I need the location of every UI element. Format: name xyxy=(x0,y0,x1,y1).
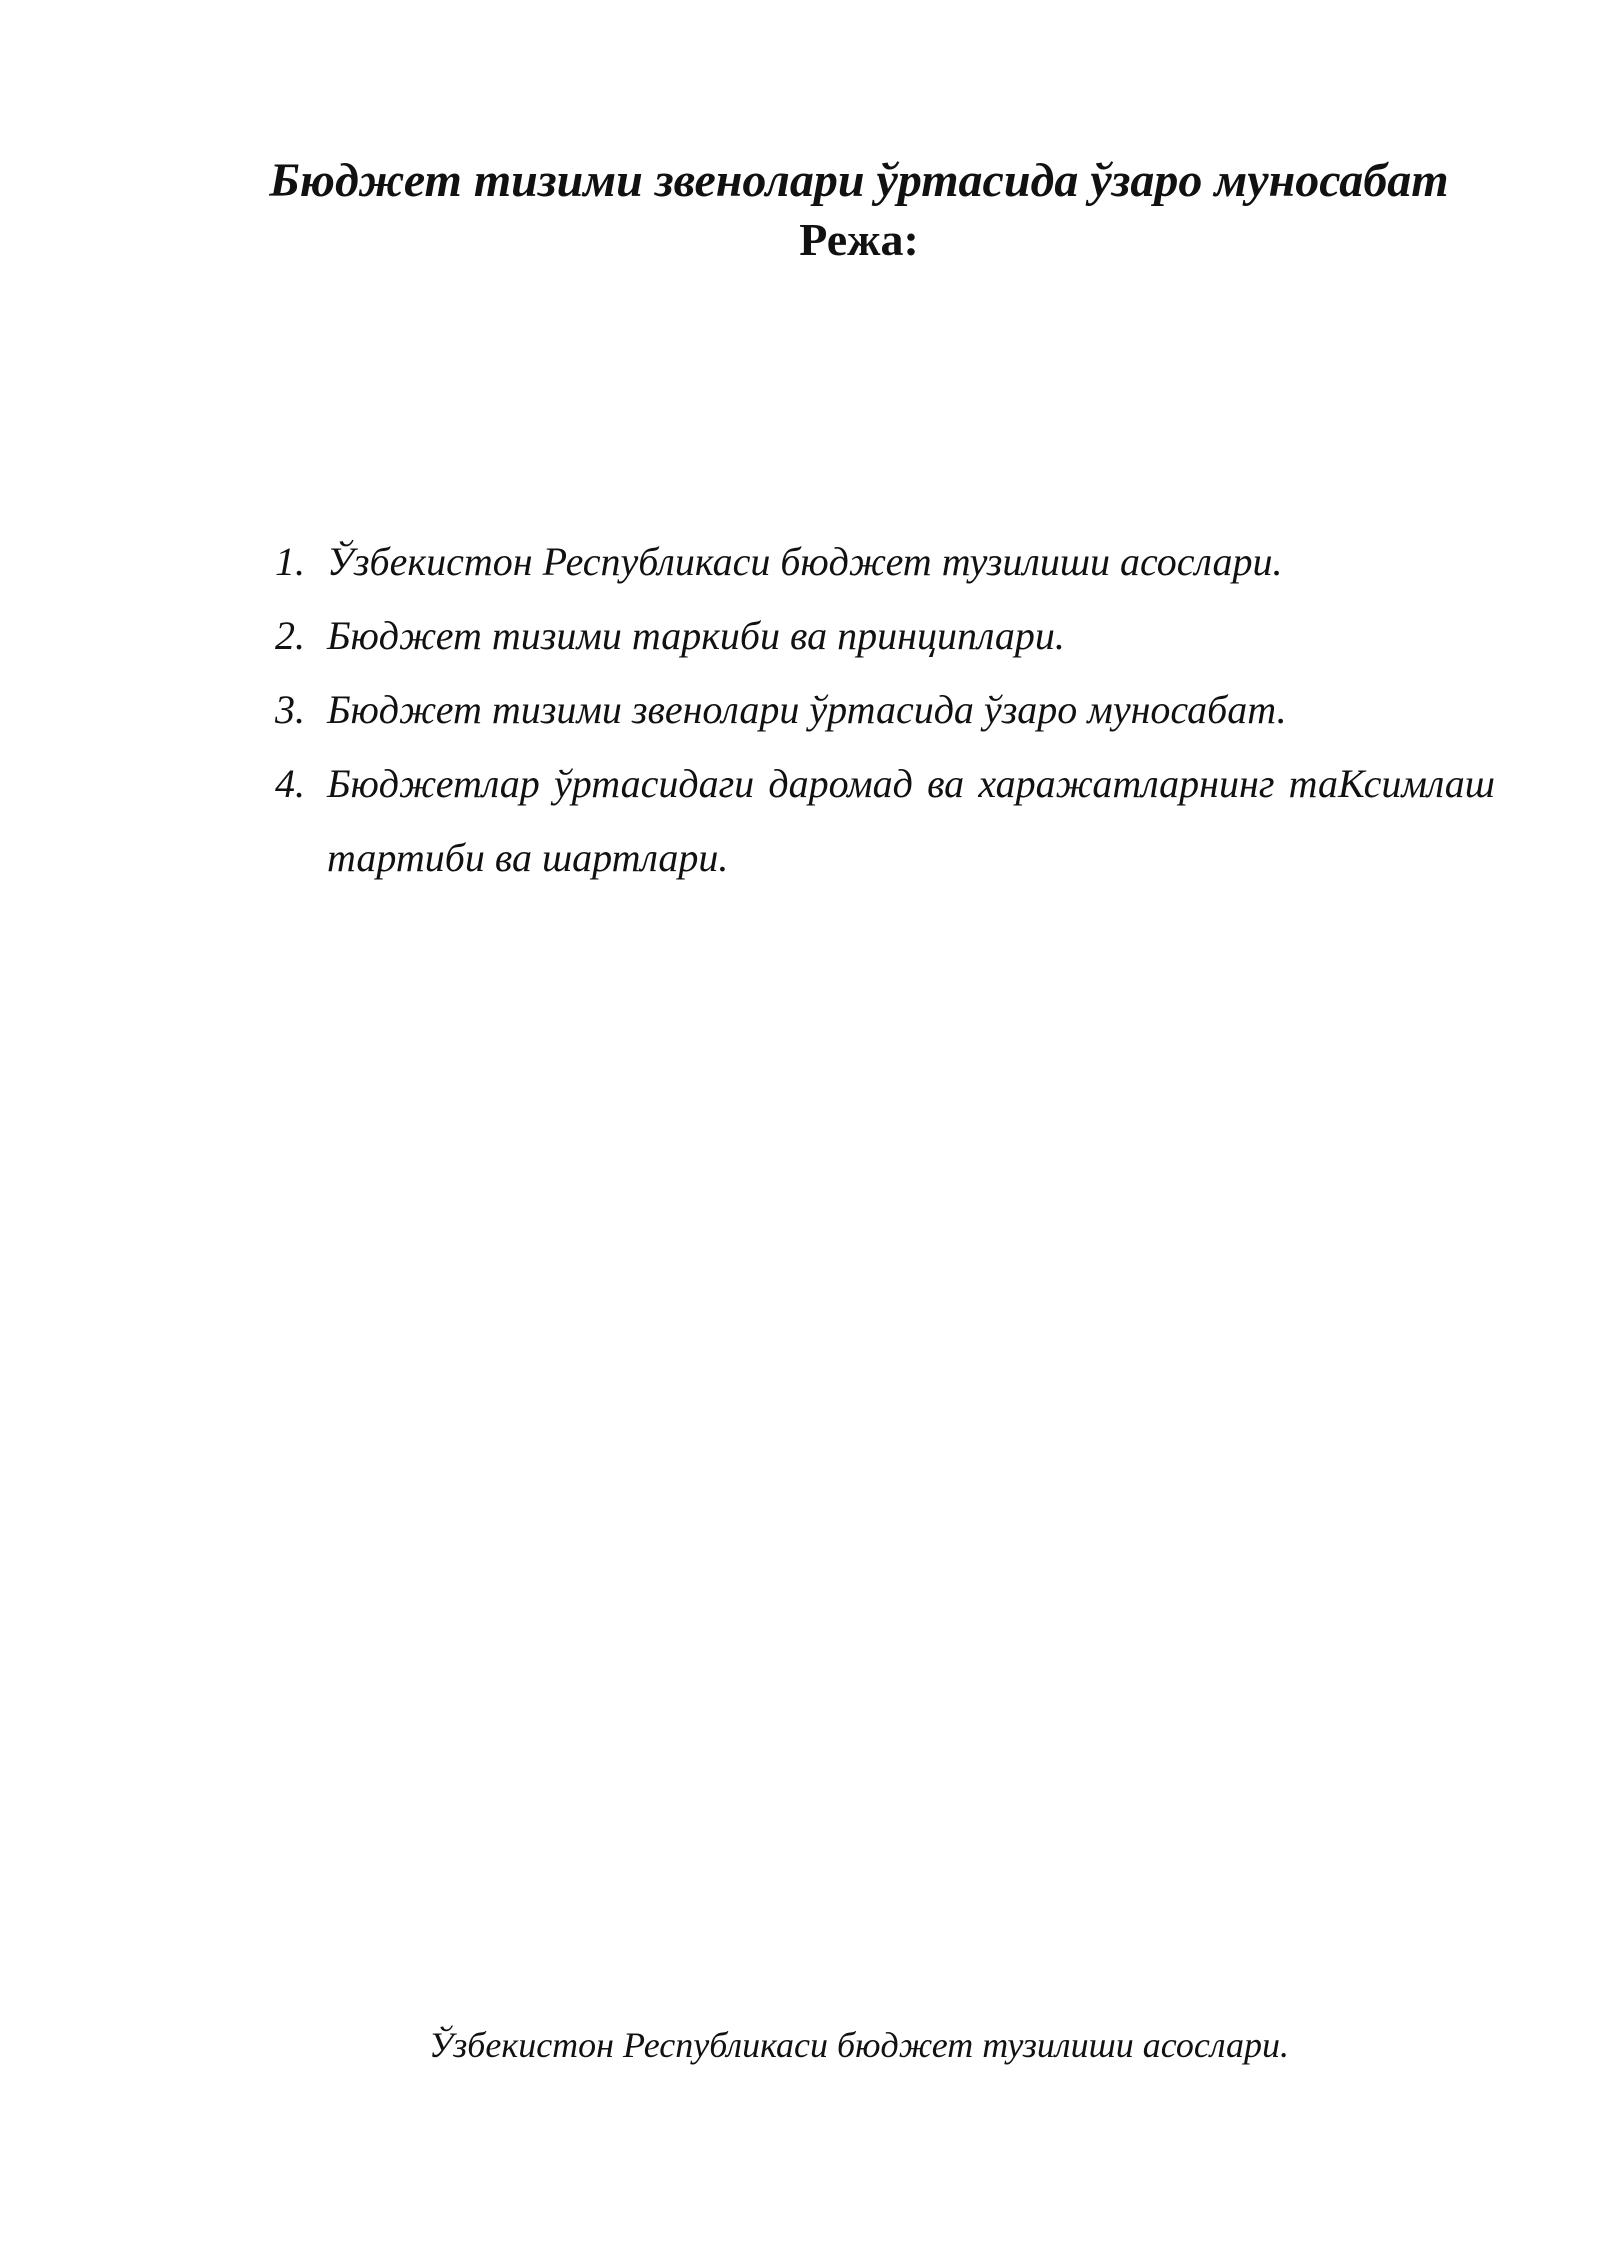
plan-item-1 xyxy=(275,525,1495,599)
section-heading: Ўзбекистон Республикаси бюджет тузилиши асослари. xyxy=(429,2025,1289,2065)
plan-item-text: Бюджет тизими таркиби ва принциплари. xyxy=(327,613,1065,658)
document-title: Бюджет тизими звенолари ўртасида ўзаро муносабат xyxy=(269,154,1449,207)
plan-item-number: 3. xyxy=(275,687,305,732)
plan-list xyxy=(275,525,1495,895)
plan-item-number: 4. xyxy=(275,761,305,806)
plan-item-number: 2. xyxy=(275,613,305,658)
plan-item-2 xyxy=(275,599,1495,673)
plan-item-text: Бюджет тизими звенолари ўртасида ўзаро муносабат. xyxy=(327,687,1287,732)
plan-item-3 xyxy=(275,673,1495,747)
plan-item-number: 1. xyxy=(275,539,305,584)
plan-item-4 xyxy=(275,747,1495,895)
plan-item-text: Ўзбекистон Республикаси бюджет тузилиши асослари. xyxy=(327,539,1283,584)
plan-heading: Режа: xyxy=(799,214,919,265)
plan-item-text: Бюджетлар ўртасидаги даромад ва харажатларнинг таКсимлаш тартиби ва шартлари. xyxy=(327,761,1495,880)
